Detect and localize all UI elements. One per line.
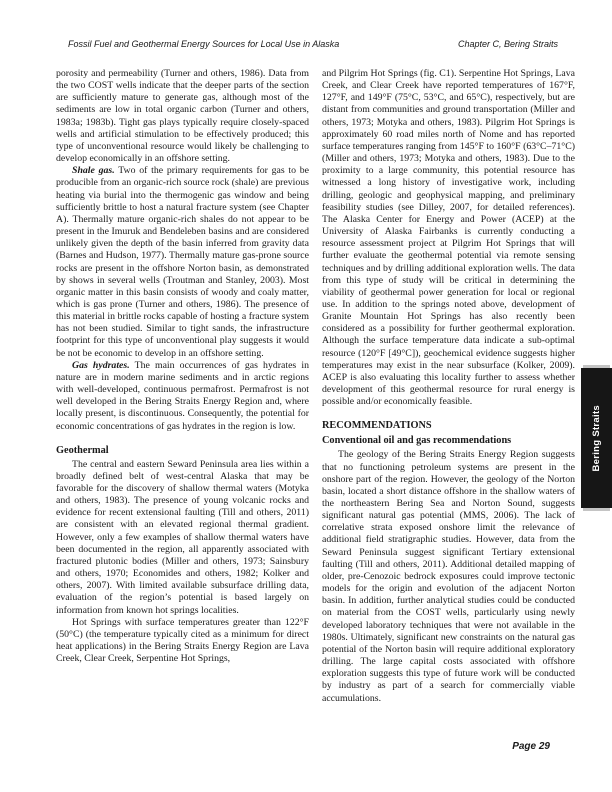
shale-gas-text: Two of the primary requirements for gas to be producible from an organic-rich source rock (shale) are previous heating via burial into the thermogenic gas window and being sufficiently brittle to host a natural fracture system (see Chapter A). Thermally mature organic-rich shales do not appear to be present in the Imuruk and Bendeleben basins and are considered unlikely given the depth of the basin inferred from gravity data (Barnes and Hudson, 1977). Thermally mature gas-prone source rocks are present in the offshore Norton basin, as demonstrated by shows in several wells (Troutman and Stanley, 2003). Most organic matter in this basin consists of woody and coaly matter, which is gas prone (Turner and others, 1986). The presence of this material in brittle rocks capable of hosting a fracture system has not been studied. Similar to tight sands, the infrastructure footprint for this type of unconventional play suggests it would be not be economic to develop in an offshore setting. (56, 165, 309, 359)
shale-gas-runin-heading: Shale gas. (72, 165, 115, 177)
recommendations-section-heading: RECOMMENDATIONS (322, 420, 432, 432)
geothermal-section-heading: Geothermal (56, 444, 109, 456)
paragraph-geothermal-overview: The central and eastern Seward Peninsula area lies within a broadly defined belt of west-central Alaska that may be favorable for the discovery of shallow thermal waters (Motyka and others, 1983). The presence of young volcanic rocks and evidence for recent extensional faulting (Till and others, 2011) are consistent with an elevated regional thermal gradient. However, only a few examples of shallow thermal waters have been documented in the region, all apparently associated with fractured plutonic bodies (Miller and others, 1973; Sainsbury and others, 1970; Economides and others, 1982; Kolker and others, 2007). With limited available subsurface drilling data, evaluation of the region’s potential is based largely on information from known hot springs localities. (56, 458, 309, 616)
paragraph-hot-springs-continuation: and Pilgrim Hot Springs (fig. C1). Serpentine Hot Springs, Lava Creek, and Clear Creek have reported temperatures of 167°F, 127°F, and 149°F (75°C, 53°C, and 65°C), respectively, but are distant from communities and ground transportation (Miller and others, 1973; Motyka and others, 1983). Pilgrim Hot Springs is approximately 60 road miles north of Nome and has reported surface temperatures ranging from 145°F to 160°F (63°C–71°C) (Miller and others, 1973; Motyka and others, 1983). Due to the proximity to a large community, this potential resource has witnessed a long history of investigative work, including drilling, geologic and geophysical mapping, and preliminary feasibility studies (see Dilley, 2007, for detailed references). The Alaska Center for Energy and Power (ACEP) at the University of Alaska Fairbanks is currently conducting a resource assessment project at Pilgrim Hot Springs that will further evaluate the geothermal potential via remote sensing techniques and by drilling additional exploration wells. The data from this type of study will be critical in determining the viability of geothermal power generation for local or regional use. In addition to the springs noted above, development of Granite Mountain Hot Springs has also recently been considered as a possibility for further geothermal exploration. Although the surface temperature data indicate a sub-optimal resource (120°F [49°C]), geochemical evidence suggests higher temperatures may exist in the near subsurface (Kolker, 2009). ACEP is also evaluating this locality further to assess whether development of this geothermal resource for rural energy is possible and/or economically feasible. (322, 68, 575, 408)
conventional-oil-gas-subheading: Conventional oil and gas recommendations (322, 435, 512, 447)
running-header (68, 39, 558, 50)
paragraph-hot-springs: Hot Springs with surface temperatures greater than 122°F (50°C) (the temperature typically cited as a minimum for direct heat applications) in the Bering Straits Energy Region are Lava Creek, Clear Creek, Serpentine Hot Springs, (56, 616, 309, 665)
paragraph-recommendations: The geology of the Bering Straits Energy Region suggests that no functioning petroleum systems are present in the onshore part of the region. However, the geology of the Norton basin, located a short distance offshore in the shallow waters of the northeastern Bering Sea and Norton Sound, suggests significant natural gas potential (MMS, 2006). The lack of correlative strata exposed onshore limit the relevance of additional field stratigraphic studies. However, data from the Seward Peninsula suggest significant Tertiary extensional faulting (Till and others, 2011). Additional detailed mapping of older, pre-Cenozoic bedrock exposures could improve tectonic models for the origin and evolution of the adjacent Norton basin. In addition, further analytical studies could be conducted on material from the COST wells, particularly using newly developed laboratory techniques that were not available in the 1980s. Ultimately, significant new constraints on the natural gas potential of the Norton basin will require additional exploratory drilling. The large capital costs associated with offshore exploration suggests this type of future work will be conducted by industry as part of a search for commercially viable accumulations. (322, 449, 575, 704)
paragraph-tight-gas-continuation: porosity and permeability (Turner and others, 1986). Data from the two COST wells indicate that the deeper parts of the section are sufficiently mature to generate gas, although most of the sediments are low in total organic carbon (Turner and others, 1983a; 1983b). Tight gas plays typically require closely-spaced wells and artificial stimulation to be effectively produced; this type of unconventional resource would likely be challenging to develop economically in an offshore setting. (56, 68, 309, 165)
left-column (56, 68, 309, 665)
page-number: Page 29 (512, 741, 550, 752)
running-header-title: Fossil Fuel and Geothermal Energy Sources for Local Use in Alaska (68, 39, 340, 49)
side-tab-label: Bering Straits (591, 404, 602, 472)
bering-straits-side-tab (581, 368, 612, 508)
gas-hydrates-text: The main occurrences of gas hydrates in nature are in modern marine sediments and in arctic regions with well-developed, continuous permafrost. Permafrost is not well developed in the Bering Straits Energy Region and, where locally present, is discontinuous. Consequently, the potential for economic concentrations of gas hydrates in the region is low. (56, 359, 309, 432)
gas-hydrates-runin-heading: Gas hydrates. (72, 359, 130, 371)
running-header-chapter: Chapter C, Bering Straits (457, 39, 558, 49)
paragraph-shale-gas (56, 165, 309, 360)
right-column (322, 68, 575, 705)
paragraph-gas-hydrates (56, 360, 309, 433)
tab-bottom-edge (583, 508, 610, 511)
